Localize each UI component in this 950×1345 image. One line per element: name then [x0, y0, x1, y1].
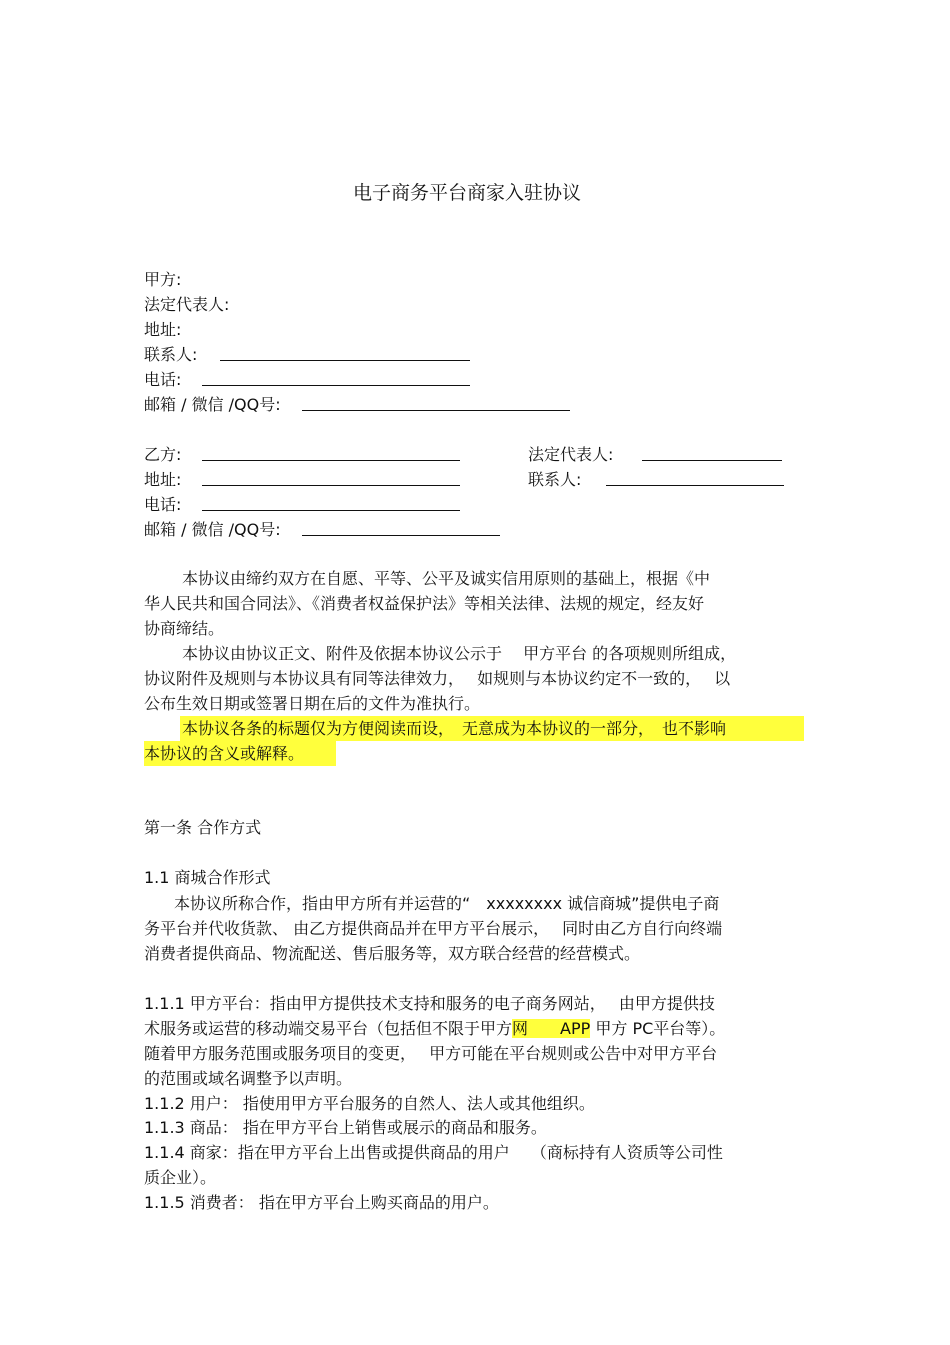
- party-a-contact: 联系人:: [144, 345, 198, 364]
- clause-1-1-5: 1.1.5 消费者： 指在甲方平台上购买商品的用户。: [144, 1193, 499, 1212]
- document-title: 电子商务平台商家入驻协议: [352, 182, 581, 204]
- party-b-contact: 联系人:: [528, 470, 582, 489]
- text-line: 协商缔结。: [144, 619, 225, 638]
- text-line: 随着甲方服务范围或服务项目的变更， 甲方可能在平台规则或公告中对甲方平台: [144, 1044, 718, 1063]
- party-a-label: 甲方:: [144, 270, 182, 289]
- text-line: 本协议由协议正文、附件及依据本协议公示于 甲方平台 的各项规则所组成，: [182, 644, 737, 663]
- text-line: 本协议所称合作，指由甲方所有并运营的“ xxxxxxxx 诚信商城”提供电子商: [174, 894, 720, 913]
- text-line: 本协议的含义或解释。: [144, 744, 305, 763]
- text-line: 质企业）。: [144, 1168, 217, 1187]
- highlighted-text: 网 APP: [512, 1019, 591, 1038]
- text-line: 本协议各条的标题仅为方便阅读而设， 无意成为本协议的一部分， 也不影响: [182, 719, 727, 738]
- section-1-1-heading: 1.1 商城合作形式: [144, 868, 271, 887]
- party-a-contact-blank: [220, 346, 470, 361]
- party-a-email-blank: [302, 396, 570, 411]
- clause-1-1-1: [144, 991, 814, 1091]
- party-b-blank: [202, 446, 460, 461]
- text-line: 协议附件及规则与本协议具有同等法律效力， 如规则与本协议约定不一致的， 以: [144, 669, 731, 688]
- party-b-label: 乙方:: [144, 445, 182, 464]
- party-b-legal-rep-blank: [642, 446, 782, 461]
- party-b-phone: 电话:: [144, 495, 182, 514]
- party-b-address: 地址:: [144, 470, 182, 489]
- text-segment: 甲方 PC平台等）。: [590, 1019, 726, 1038]
- text-line: 华人民共和国合同法》、《消费者权益保护法》等相关法律、法规的规定，经友好: [144, 594, 705, 613]
- text-line: 务平台并代收货款、 由乙方提供商品并在甲方平台展示， 同时由乙方自行向终端: [144, 919, 723, 938]
- article-1-heading: 第一条 合作方式: [144, 818, 262, 837]
- intro-paragraph-3: [144, 716, 814, 766]
- text-line: 公布生效日期或签署日期在后的文件为准执行。: [144, 694, 481, 713]
- party-b-contact-blank: [606, 471, 784, 486]
- party-b-email-blank: [302, 521, 500, 536]
- party-a-phone-blank: [202, 371, 470, 386]
- party-b-address-blank: [202, 471, 460, 486]
- party-b-legal-rep: 法定代表人:: [528, 445, 614, 464]
- party-a-phone: 电话:: [144, 370, 182, 389]
- text-line: 消费者提供商品、物流配送、售后服务等，双方联合经营的经营模式。: [144, 944, 641, 963]
- clause-1-1-4: [144, 1140, 814, 1190]
- text-line: 的范围或域名调整予以声明。: [144, 1069, 353, 1088]
- text-line: [144, 1016, 814, 1041]
- text-line: 1.1.1 甲方平台：指由甲方提供技术支持和服务的电子商务网站， 由甲方提供技: [144, 994, 715, 1013]
- text-line: 1.1.4 商家：指在甲方平台上出售或提供商品的用户 （商标持有人资质等公司性: [144, 1143, 723, 1162]
- intro-paragraph-2: [144, 641, 814, 716]
- text-line: 本协议由缔约双方在自愿、平等、公平及诚实信用原则的基础上，根据《中: [182, 569, 711, 588]
- clause-1-1-2: 1.1.2 用户： 指使用甲方平台服务的自然人、法人或其他组织。: [144, 1094, 595, 1113]
- section-1-1-body: [144, 891, 814, 966]
- party-b-phone-blank: [202, 496, 460, 511]
- party-a-email: 邮箱 / 微信 /QQ号:: [144, 395, 281, 414]
- party-a-legal-rep: 法定代表人:: [144, 295, 230, 314]
- text-segment: 术服务或运营的移动端交易平台（包括但不限于甲方: [144, 1019, 513, 1038]
- clause-1-1-3: 1.1.3 商品： 指在甲方平台上销售或展示的商品和服务。: [144, 1118, 547, 1137]
- intro-paragraph-1: [144, 566, 814, 641]
- party-b-email: 邮箱 / 微信 /QQ号:: [144, 520, 281, 539]
- party-a-address: 地址:: [144, 320, 182, 339]
